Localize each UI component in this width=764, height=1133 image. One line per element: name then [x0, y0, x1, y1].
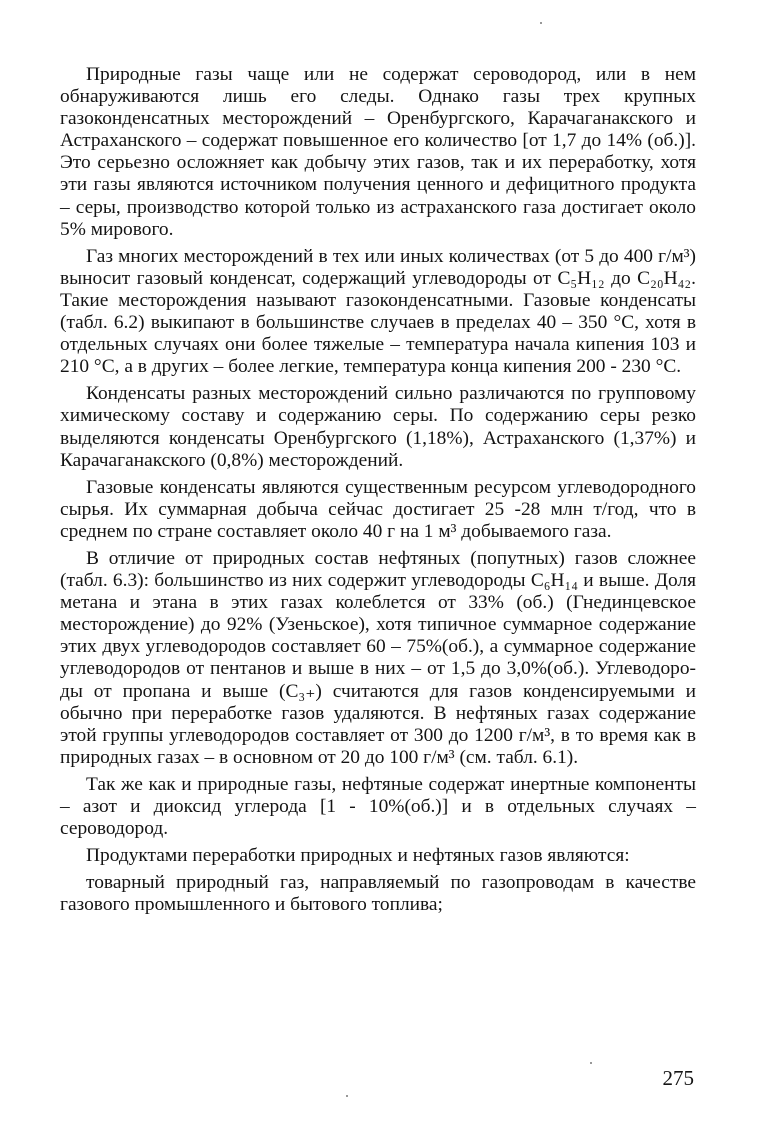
paragraph-associated-gas-composition: В отличие от природных состав нефтяных (попутных) газов сложнее (табл. 6.3): большинство из них содержит углеводороды C₆H₁₄ и выше. Доля метана и этана в этих газах колеблется от 33% (об.) (Гнединцевское месторождение) до 92% (Узеньское), хотя типичное суммарное содержание этих двух углеводородов составляет 60 – 75%(об.), а суммарное содержание углеводородов от пентанов и выше в них – от 1,5 до 3,0%(об.). Углеводороды от пропана и выше (C₃₊) считаются для газов конденсируемыми и обычно при переработке газов удаляются. В нефтяных газах содержание этой группы углеводородов составляет от 300 до 1200 г/м³, в то время как в природных газах – в основном от 20 до 100 г/м³ (см. табл. 6.1). [60, 547, 696, 768]
paragraph-gas-condensate: Газ многих месторождений в тех или иных количествах (от 5 до 400 г/м³) выносит газовый конденсат, содержащий углеводороды от C₅H₁₂ до C₂₀H₄₂. Такие месторождения называют газоконденсатными. Газовые конденсаты (табл. 6.2) выкипают в большинстве случаев в пределах 40 – 350 °C, хотя в отдельных случаях они более тяжелые – температура начала кипения 103 и 210 °C, а в других – более легкие, температура конца кипения 200 - 230 °C. [60, 245, 696, 378]
paragraph-sulfur-content: Природные газы чаще или не содержат сероводород, или в нем обнаруживаются лишь его следы. Однако газы трех крупных газоконденсатных месторождений – Оренбургского, Карачаганакского и Астраханского – содержат повышенное его количество [от 1,7 до 14% (об.)]. Это серьезно осложняет как добычу этих газов, так и их переработку, хотя эти газы являются источником получения ценного и дефицитного продукта – серы, производство которой только из астраханского газа достигает около 5% мирового. [60, 64, 696, 240]
paragraph-processing-products: Продуктами переработки природных и нефтяных газов являются: [86, 845, 630, 867]
page-number: 275 [662, 1066, 694, 1090]
scan-speck [540, 22, 542, 24]
paragraph-condensate-resources: Газовые конденсаты являются существенным ресурсом углеводородного сырья. Их суммарная добыча сейчас достигает 25 -28 млн т/год, что в среднем по стране составляет около 40 г на 1 м³ добываемого газа. [60, 476, 696, 542]
paragraph-condensate-differences: Конденсаты разных месторождений сильно различаются по групповому химическому составу и содержанию серы. По содержанию серы резко выделяются конденсаты Оренбургского (1,18%), Астраханского (1,37%) и Карачаганакского (0,8%) месторождений. [60, 383, 696, 471]
page-body [60, 64, 696, 921]
paragraph-commercial-gas: товарный природный газ, направляемый по газопроводам в качестве газового промышленного и бытового топлива; [60, 872, 696, 916]
paragraph-inert-components: Так же как и природные газы, нефтяные содержат инертные компоненты – азот и диоксид углерода [1 - 10%(об.)] и в отдельных случаях – сероводород. [60, 773, 696, 840]
scan-speck [346, 1095, 348, 1097]
scan-speck [590, 1062, 592, 1064]
